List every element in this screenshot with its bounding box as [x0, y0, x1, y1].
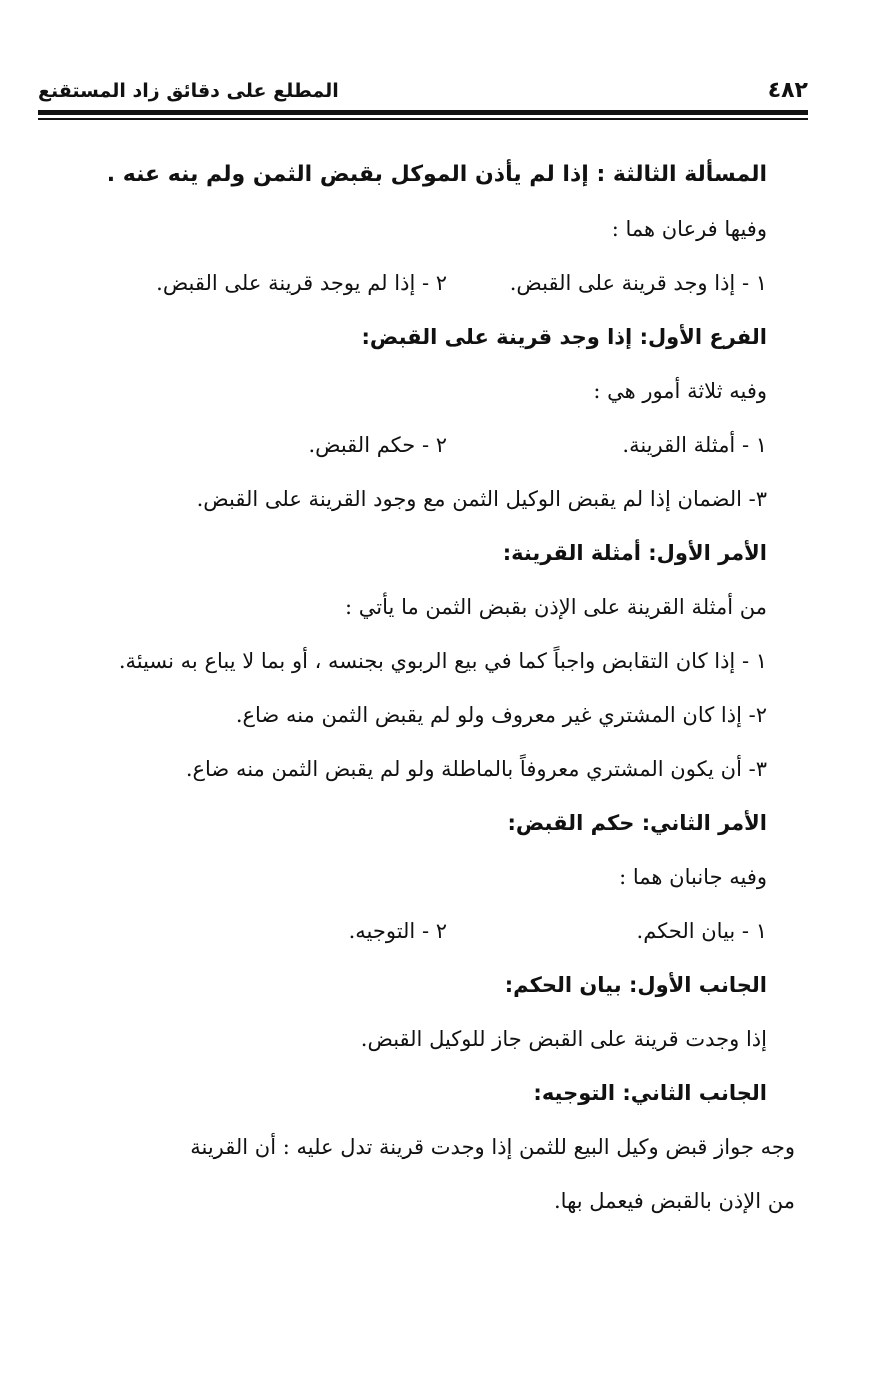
matter2-heading: الأمر الثاني: حكم القبض:: [507, 811, 767, 835]
side1-heading: الجانب الأول: بيان الحكم:: [504, 973, 767, 997]
branch-1-item: ١ - إذا وجد قرينة على القبض.: [509, 271, 767, 295]
ruling-text: إذا وجدت قرينة على القبض جاز للوكيل القبض.: [360, 1027, 767, 1051]
branches-list: [30, 256, 767, 310]
two-sides-intro: وفيه جانبان هما :: [619, 865, 767, 889]
matter1-heading: الأمر الأول: أمثلة القرينة:: [502, 541, 767, 565]
side2-heading: الجانب الثاني: التوجيه:: [533, 1081, 767, 1105]
justification-line-2: من الإذن بالقبض فيعمل بها.: [554, 1189, 795, 1213]
examples-intro: من أمثلة القرينة على الإذن بقبض الثمن ما يأتي :: [345, 595, 767, 619]
header-rule-thin: [38, 118, 808, 120]
running-title: المطلع على دقائق زاد المستقنع: [38, 80, 339, 102]
header-rule-thick: [38, 110, 808, 115]
page-number: ٤٨٢: [767, 78, 808, 103]
sides-list: [30, 904, 767, 958]
issue-title: المسألة الثالثة : إذا لم يأذن الموكل بقبض الثمن ولم ينه عنه .: [106, 162, 767, 187]
matter-2-item: ٢ - حكم القبض.: [308, 433, 447, 457]
intro-branches: وفيها فرعان هما :: [611, 217, 767, 241]
matter-1-item: ١ - أمثلة القرينة.: [622, 433, 767, 457]
branch-2-item: ٢ - إذا لم يوجد قرينة على القبض.: [156, 271, 447, 295]
example-3: ٣- أن يكون المشتري معروفاً بالماطلة ولو لم يقبض الثمن منه ضاع.: [185, 757, 767, 781]
matters-list: [30, 418, 767, 472]
side-2-item: ٢ - التوجيه.: [348, 919, 447, 943]
justification-line-1: وجه جواز قبض وكيل البيع للثمن إذا وجدت قرينة تدل عليه : أن القرينة: [190, 1135, 795, 1159]
example-1: ١ - إذا كان التقابض واجباً كما في بيع الربوي بجنسه ، أو بما لا يباع به نسيئة.: [118, 649, 767, 673]
page-body: [30, 148, 795, 1228]
example-2: ٢- إذا كان المشتري غير معروف ولو لم يقبض الثمن منه ضاع.: [235, 703, 767, 727]
three-matters-intro: وفيه ثلاثة أمور هي :: [593, 379, 767, 403]
page-header: [38, 76, 808, 106]
matter-3-item: ٣- الضمان إذا لم يقبض الوكيل الثمن مع وجود القرينة على القبض.: [196, 487, 767, 511]
branch1-heading: الفرع الأول: إذا وجد قرينة على القبض:: [361, 325, 767, 349]
side-1-item: ١ - بيان الحكم.: [636, 919, 767, 943]
